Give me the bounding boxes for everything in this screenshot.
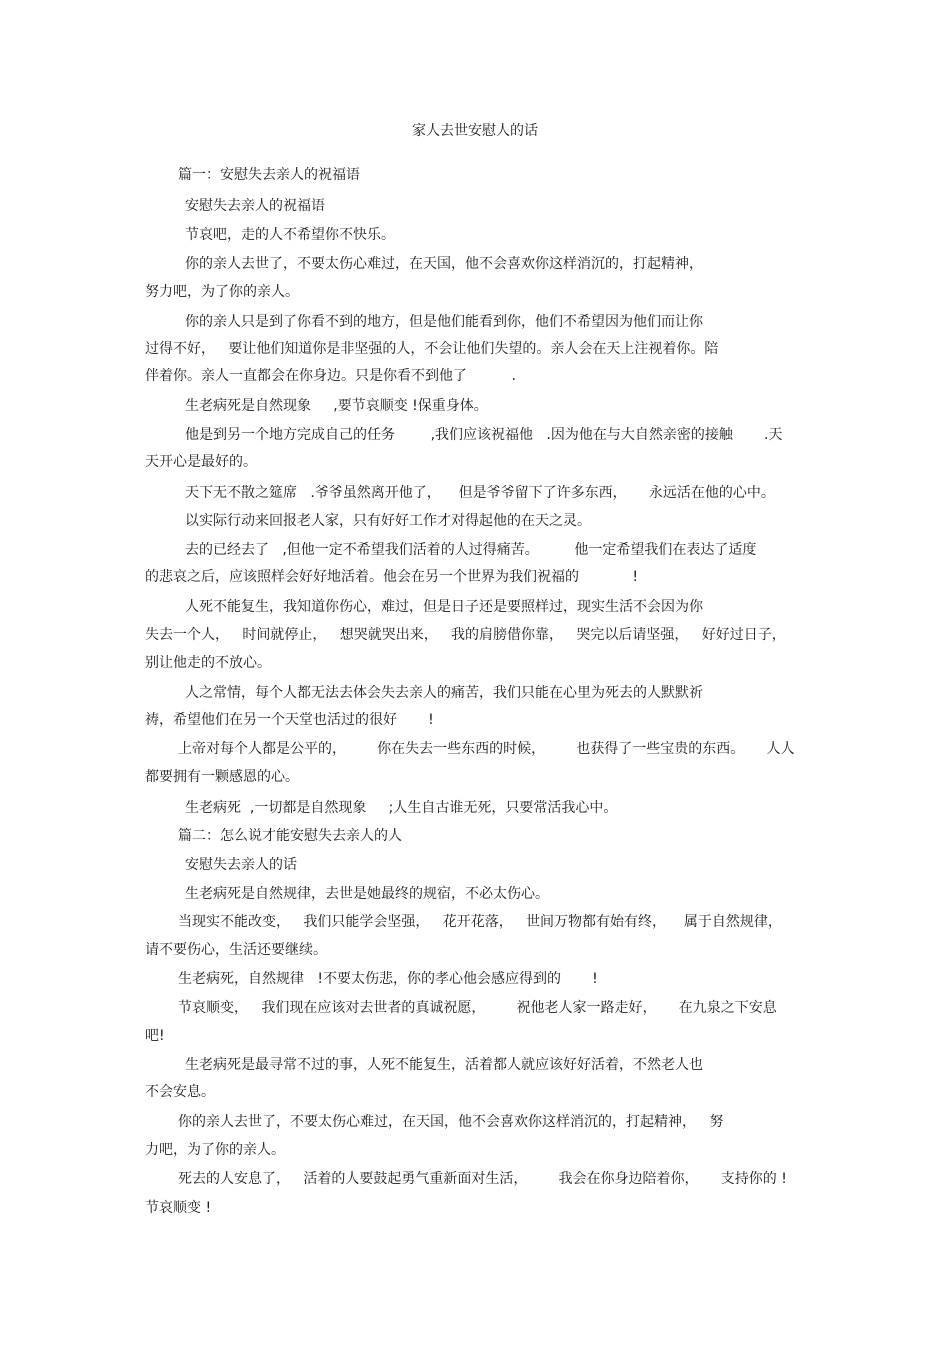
paragraph-line: 生老病死是自然规律，去世是她最终的规宿，不必太伤心。 xyxy=(185,886,549,902)
paragraph-line: 你的亲人只是到了你看不到的地方，但是他们能看到你，他们不希望因为他们而让你 xyxy=(185,314,703,330)
section-heading: 篇一：安慰失去亲人的祝福语 xyxy=(178,167,360,183)
paragraph-line: 以实际行动来回报老人家，只有好好工作才对得起他的在天之灵。 xyxy=(185,513,591,529)
paragraph-line: 请不要伤心，生活还要继续。 xyxy=(145,942,327,958)
paragraph-line: 别让他走的不放心。 xyxy=(145,655,271,671)
section-heading: 篇二：怎么说才能安慰失去亲人的人 xyxy=(178,828,402,844)
paragraph-line: 人之常情，每个人都无法去体会失去亲人的痛苦，我们只能在心里为死去的人默默祈 xyxy=(185,685,703,701)
paragraph-line: 努力吧，为了你的亲人。 xyxy=(145,284,299,300)
subsection-heading: 安慰失去亲人的话 xyxy=(185,857,297,873)
paragraph-line: 他是到另一个地方完成自己的任务 ,我们应该祝福他 .因为他在与大自然亲密的接触 .天 xyxy=(185,427,783,443)
paragraph-line: 人死不能复生，我知道你伤心，难过，但是日子还是要照样过，现实生活不会因为你 xyxy=(185,599,703,615)
paragraph-line: 生老病死是最寻常不过的事，人死不能复生，活着都人就应该好好活着，不然老人也 xyxy=(185,1057,703,1073)
paragraph-line: 生老病死是自然现象 ,要节哀顺变 !保重身体。 xyxy=(185,398,488,414)
paragraph-line: 都要拥有一颗感恩的心。 xyxy=(145,769,299,785)
paragraph-line: 节哀顺变， 我们现在应该对去世者的真诚祝愿， 祝他老人家一路走好， 在九泉之下安息 xyxy=(178,1000,777,1016)
paragraph-line: 去的已经去了 ,但他一定不希望我们活着的人过得痛苦。 他一定希望我们在表达了适度 xyxy=(185,542,757,558)
paragraph-line: 失去一个人， 时间就停止， 想哭就哭出来， 我的肩膀借你靠， 哭完以后请坚强， 好好过日子， xyxy=(145,627,786,643)
paragraph-line: 上帝对每个人都是公平的， 你在失去一些东西的时候， 也获得了一些宝贵的东西。 人人 xyxy=(178,741,795,757)
paragraph-line: 不会安息。 xyxy=(145,1084,215,1100)
paragraph-line: 死去的人安息了， 活着的人要鼓起勇气重新面对生活， 我会在你身边陪着你， 支持你的 ! xyxy=(178,1171,787,1187)
document-title: 家人去世安慰人的话 xyxy=(412,123,538,139)
paragraph-line: 力吧，为了你的亲人。 xyxy=(145,1142,285,1158)
paragraph-line: 吧! xyxy=(145,1028,165,1044)
paragraph-line: 你的亲人去世了，不要太伤心难过，在天国，他不会喜欢你这样消沉的，打起精神， xyxy=(185,256,703,272)
paragraph-line: 祷，希望他们在另一个天堂也活过的很好 ! xyxy=(145,712,434,728)
paragraph-line: 天下无不散之筵席 .爷爷虽然离开他了， 但是爷爷留下了许多东西， 永远活在他的心中。 xyxy=(185,485,775,501)
paragraph-line: 过得不好， 要让他们知道你是非坚强的人，不会让他们失望的。亲人会在天上注视着你。陪 xyxy=(145,341,719,357)
paragraph-line: 节哀吧，走的人不希望你不快乐。 xyxy=(185,227,395,243)
paragraph-line: 伴着你。亲人一直都会在你身边。只是你看不到他了 . xyxy=(145,368,516,384)
subsection-heading: 安慰失去亲人的祝福语 xyxy=(185,198,325,214)
paragraph-line: 生老病死，自然规律 !不要太伤悲，你的孝心他会感应得到的 ! xyxy=(178,971,598,987)
paragraph-line: 节哀顺变 ! xyxy=(145,1200,212,1216)
paragraph-line: 天开心是最好的。 xyxy=(145,454,257,470)
paragraph-line: 的悲哀之后，应该照样会好好地活着。他会在另一个世界为我们祝福的 ! xyxy=(145,569,639,585)
paragraph-line: 你的亲人去世了，不要太伤心难过，在天国，他不会喜欢你这样消沉的，打起精神， 努 xyxy=(178,1114,724,1130)
paragraph-line: 当现实不能改变， 我们只能学会坚强， 花开花落， 世间万物都有始有终， 属于自然规律， xyxy=(178,914,782,930)
paragraph-line: 生老病死 ,一切都是自然现象 ;人生自古谁无死，只要常活我心中。 xyxy=(185,800,618,816)
